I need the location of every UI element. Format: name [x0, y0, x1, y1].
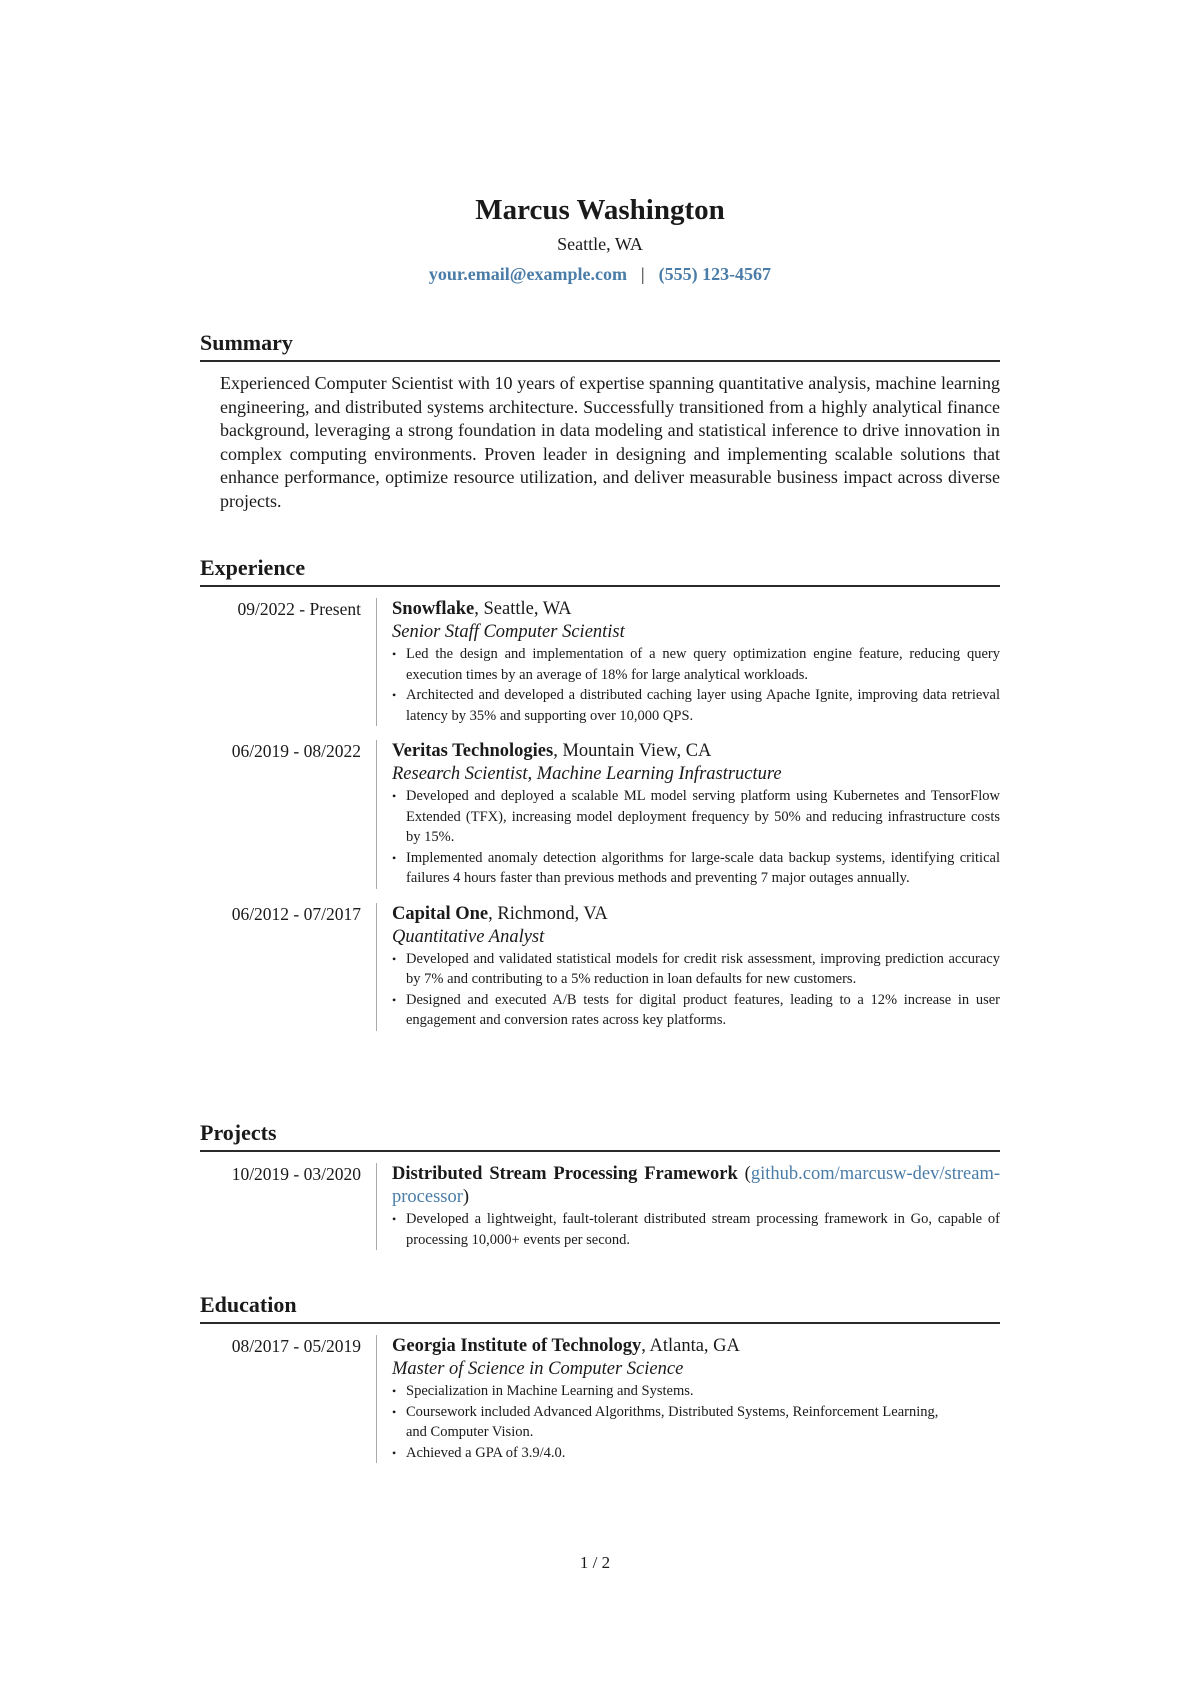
experience-entry [200, 598, 1000, 726]
bullet-item: • Architected and developed a distributed caching layer using Apache Ignite, improving data retrieval latency by 35% and supporting over 10,000 QPS. [392, 685, 1000, 726]
bullet-item: • Achieved a GPA of 3.9/4.0. [392, 1443, 956, 1464]
phone-link[interactable]: (555) 123-4567 [658, 264, 772, 284]
entry-body [376, 598, 1000, 726]
company-location: , Mountain View, CA [553, 741, 712, 761]
school-name: Georgia Institute of Technology [392, 1336, 642, 1356]
entry-heading [392, 903, 1000, 926]
bullet-list [392, 644, 1000, 726]
experience-section [200, 553, 1000, 1031]
bullet-list [392, 786, 1000, 889]
education-entry [200, 1335, 1000, 1463]
contact-separator: | [640, 264, 645, 284]
projects-section [200, 1118, 1000, 1250]
summary-section [200, 328, 1000, 513]
education-section [200, 1290, 1000, 1463]
section-divider [200, 360, 1000, 362]
bullet-item: • Coursework included Advanced Algorithms, Distributed Systems, Reinforcement Learning, and Computer Vision. [392, 1402, 956, 1443]
experience-entry [200, 903, 1000, 1031]
entry-heading [392, 1163, 1000, 1209]
company-name: Snowflake [392, 599, 475, 619]
section-title-summary: Summary [200, 330, 293, 355]
resume-header [200, 190, 1000, 288]
project-entry [200, 1163, 1000, 1250]
project-repo-link[interactable]: github.com/marcusw-dev/stream-processor [392, 1164, 1000, 1207]
entry-heading [392, 1335, 1000, 1358]
job-title: Research Scientist, Machine Learning Infrastructure [392, 764, 782, 784]
candidate-location: Seattle, WA [557, 234, 643, 254]
entry-body [376, 740, 1000, 889]
experience-entry [200, 740, 1000, 889]
link-paren-close: ) [462, 1187, 470, 1207]
bullet-item: • Led the design and implementation of a new query optimization engine feature, reducing query execution times by an average of 18% for large analytical workloads. [392, 644, 1000, 685]
bullet-list [392, 1209, 1000, 1250]
section-divider [200, 1322, 1000, 1324]
section-divider [200, 1150, 1000, 1152]
entry-dates: 10/2019 - 03/2020 [231, 1164, 361, 1184]
bullet-list [392, 1381, 1000, 1463]
entry-dates: 06/2012 - 07/2017 [231, 903, 361, 924]
entry-body [376, 1163, 1000, 1250]
bullet-list [392, 949, 1000, 1031]
company-location: , Richmond, VA [488, 903, 608, 924]
entry-body [376, 903, 1000, 1031]
section-title-projects: Projects [200, 1120, 277, 1145]
job-title: Senior Staff Computer Scientist [392, 622, 625, 642]
company-name: Veritas Technologies [392, 741, 554, 761]
summary-text: Experienced Computer Scientist with 10 years of expertise spanning quantitative analysis, machine learning engineering, and distributed systems architecture. Successfully transitioned from a highly analytical finance background, leveraging a strong foundation in data modeling and statistical inference to drive innovation in complex computing environments. Proven leader in designing and implementing scalable solutions that enhance performance, optimize resource utilization, and deliver measurable business impact across diverse projects. [220, 373, 1000, 511]
page-number: 1 / 2 [579, 1553, 611, 1572]
entry-heading [392, 598, 1000, 621]
contact-line [200, 260, 1000, 288]
company-location: , Seattle, WA [474, 599, 572, 619]
bullet-item: • Designed and executed A/B tests for digital product features, leading to a 12% increase in user engagement and conversion rates across key platforms. [392, 990, 1000, 1031]
section-title-education: Education [200, 1292, 297, 1317]
bullet-item: • Developed and validated statistical models for credit risk assessment, improving prediction accuracy by 7% and contributing to a 5% reduction in loan defaults for new customers. [392, 949, 1000, 990]
degree-title: Master of Science in Computer Science [392, 1359, 684, 1379]
entry-body [376, 1335, 1000, 1463]
entry-dates: 09/2022 - Present [237, 599, 361, 619]
bullet-item: • Specialization in Machine Learning and Systems. [392, 1381, 956, 1402]
entry-dates: 08/2017 - 05/2019 [231, 1336, 361, 1356]
section-title-experience: Experience [200, 555, 306, 580]
candidate-name: Marcus Washington [475, 194, 725, 226]
entry-heading [392, 740, 1000, 763]
entry-dates: 06/2019 - 08/2022 [231, 741, 361, 761]
bullet-item: • Implemented anomaly detection algorithms for large-scale data backup systems, identifying critical failures 4 hours faster than previous methods and preventing 7 major outages annually. [392, 848, 1000, 889]
bullet-item: • Developed a lightweight, fault-tolerant distributed stream processing framework in Go, capable of processing 10,000+ events per second. [392, 1209, 1000, 1250]
company-name: Capital One [392, 903, 489, 924]
bullet-item: • Developed and deployed a scalable ML model serving platform using Kubernetes and TensorFlow Extended (TFX), increasing model deployment frequency by 50% and reducing infrastructure costs by 15%. [392, 786, 1000, 848]
email-link[interactable]: your.email@example.com [428, 264, 627, 284]
school-location: , Atlanta, GA [641, 1336, 740, 1356]
job-title: Quantitative Analyst [392, 926, 545, 947]
section-divider [200, 585, 1000, 587]
project-name: Distributed Stream Processing Framework [392, 1164, 738, 1184]
link-paren-open: ( [737, 1164, 751, 1184]
